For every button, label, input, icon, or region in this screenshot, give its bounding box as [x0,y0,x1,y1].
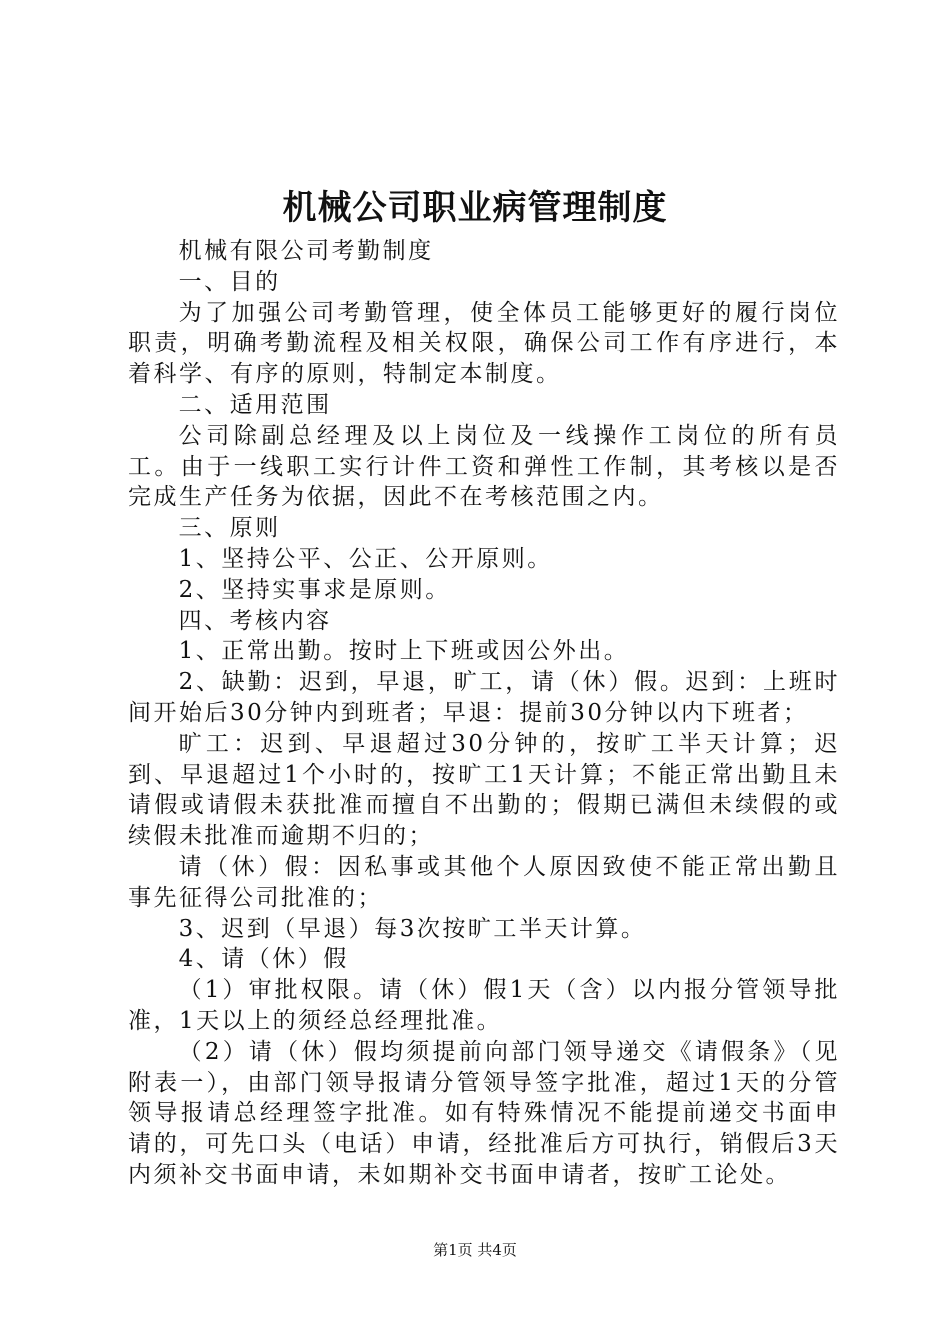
paragraph: 公司除副总经理及以上岗位及一线操作工岗位的所有员工。由于一线职工实行计件工资和弹性工作制，其考核以是否完成生产任务为依据，因此不在考核范围之内。 [128,422,840,511]
paragraph: 为了加强公司考勤管理，使全体员工能够更好的履行岗位职责，明确考勤流程及相关权限，确保公司工作有序进行，本着科学、有序的原则，特制定本制度。 [128,299,840,388]
page-footer: 第1页 共4页 [433,1241,517,1259]
paragraph: 二、适用范围 [178,391,332,418]
paragraph: 一、目的 [178,268,281,295]
paragraph: 三、原则 [178,515,281,542]
paragraph: 4、请（休）假 [178,946,349,973]
paragraph: 3、迟到（早退）每3次按旷工半天计算。 [178,915,647,942]
paragraph: 1、坚持公平、公正、公开原则。 [178,545,553,572]
paragraph: 四、考核内容 [178,607,332,634]
paragraph: 旷工：迟到、早退超过30分钟的，按旷工半天计算；迟到、早退超过1个小时的，按旷工1天计算；不能正常出勤且未请假或请假未获批准而擅自不出勤的；假期已满但未续假的或续假未批准而逾期不归的； [128,730,840,850]
document-title: 机械公司职业病管理制度 [282,188,668,228]
paragraph: 1、正常出勤。按时上下班或因公外出。 [178,638,630,665]
paragraph: （1）审批权限。请（休）假1天（含）以内报分管领导批准，1天以上的须经总经理批准。 [128,977,840,1034]
document-body [128,236,840,1191]
paragraph: 机械有限公司考勤制度 [178,238,434,264]
paragraph: （2）请（休）假均须提前向部门领导递交《请假条》（见附表一），由部门领导报请分管领导签字批准，超过1天的分管领导报请总经理签字批准。如有特殊情况不能提前递交书面申请的，可先口头（电话）申请，经批准后方可执行，销假后3天内须补交书面申请，未如期补交书面申请者，按旷工论处。 [128,1038,840,1188]
paragraph: 2、缺勤：迟到，早退，旷工，请（休）假。迟到：上班时间开始后30分钟内到班者；早退：提前30分钟以内下班者； [128,669,840,726]
paragraph: 2、坚持实事求是原则。 [178,576,451,603]
paragraph: 请（休）假：因私事或其他个人原因致使不能正常出勤且事先征得公司批准的； [128,853,840,911]
